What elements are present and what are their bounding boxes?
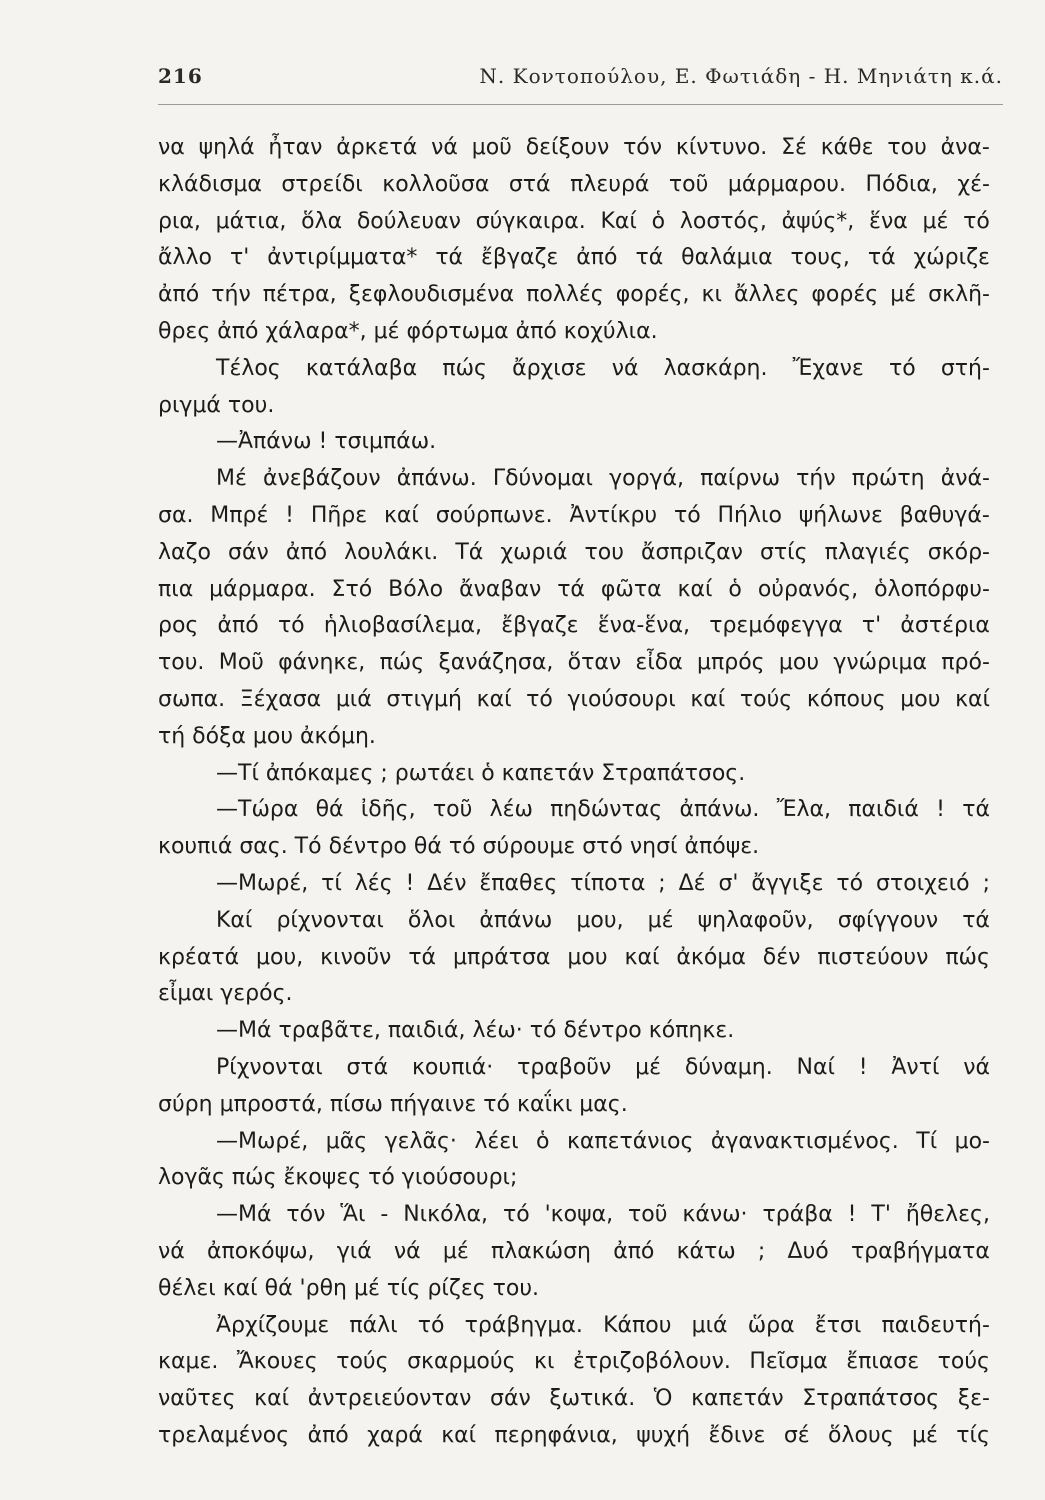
text-line: του. Μοῦ φάνηκε, πώς ξανάζησα, ὅταν εἶδα μπρός μου γνώριμα πρό- [158,650,990,676]
page-header [158,64,1003,98]
text-line: τρελαμένος ἀπό χαρά καί περηφάνια, ψυχή ἔδινε σέ ὅλους μέ τίς [158,1422,990,1448]
text-line: εἶμαι γερός. [158,981,293,1007]
text-line: Καί ρίχνονται ὅλοι ἀπάνω μου, μέ ψηλαφοῦν, σφίγγουν τά [216,907,990,933]
text-line: —Μά τραβᾶτε, παιδιά, λέω· τό δέντρο κόπηκε. [216,1018,735,1044]
text-line: κουπιά σας. Τό δέντρο θά τό σύρουμε στό νησί ἀπόψε. [158,834,760,860]
text-line: Μέ ἀνεβάζουν ἀπάνω. Γδύνομαι γοργά, παίρνω τήν πρώτη ἀνά- [216,466,990,492]
text-line: σα. Μπρέ ! Πῆρε καί σούρπωνε. Ἀντίκρυ τό Πήλιο ψήλωνε βαθυγά- [158,502,990,528]
text-line: λογᾶς πώς ἔκοψες τό γιούσουρι; [158,1165,518,1191]
text-line: ἀπό τήν πέτρα, ξεφλουδισμένα πολλές φορές, κι ἄλλες φορές μέ σκλῆ- [158,282,990,308]
body-text [158,130,990,1455]
text-line: Ἀρχίζουμε πάλι τό τράβηγμα. Κάπου μιά ὥρα ἔτσι παιδευτή- [216,1312,990,1338]
header-rule [158,104,1003,105]
text-line: κρέατά μου, κινοῦν τά μπράτσα μου καί ἀκόμα δέν πιστεύουν πώς [158,944,990,970]
text-line: λαζο σάν ἀπό λουλάκι. Τά χωριά του ἄσπριζαν στίς πλαγιές σκόρ- [158,539,990,565]
text-line: κλάδισμα στρείδι κολλοῦσα στά πλευρά τοῦ μάρμαρου. Πόδια, χέ- [158,171,990,197]
text-line: ἄλλο τ' ἀντιρίμματα* τά ἔβγαζε ἀπό τά θαλάμια τους, τά χώριζε [158,245,990,271]
text-line: ναῦτες καί ἀντρειεύονταν σάν ξωτικά. Ὁ καπετάν Στραπάτσος ξε- [158,1386,990,1412]
text-line: ριγμά του. [158,392,275,418]
text-line: να ψηλά ἦταν ἀρκετά νά μοῦ δείξουν τόν κίντυνο. Σέ κάθε του ἀνα- [158,135,990,160]
text-line: —Τί ἀπόκαμες ; ρωτάει ὁ καπετάν Στραπάτσος. [216,760,746,786]
text-line: θέλει καί θά 'ρθη μέ τίς ρίζες του. [158,1275,540,1301]
text-line: —Τώρα θά ἰδῆς, τοῦ λέω πηδώντας ἀπάνω. Ἔλα, παιδιά ! τά [216,797,990,823]
text-line: —Μωρέ, μᾶς γελᾶς· λέει ὁ καπετάνιος ἀγανακτισμένος. Τί μο- [216,1128,990,1154]
text-line: σωπα. Ξέχασα μιά στιγμή καί τό γιούσουρι καί τούς κόπους μου καί [158,686,990,712]
text-line: σύρη μπροστά, πίσω πήγαινε τό καΐκι μας. [158,1091,628,1117]
text-line: ρος ἀπό τό ἡλιοβασίλεμα, ἔβγαζε ἕνα-ἕνα, τρεμόφεγγα τ' ἀστέρια [158,613,990,639]
text-line: —Μωρέ, τί λές ! Δέν ἔπαθες τίποτα ; Δέ σ' ἄγγιξε τό στοιχειό ; [216,870,990,896]
text-line: —Ἀπάνω ! τσιμπάω. [216,429,437,455]
text-line: καμε. Ἄκουες τούς σκαρμούς κι ἐτριζοβόλουν. Πεῖσμα ἔπιασε τούς [158,1349,990,1375]
running-head: Ν. Κοντοπούλου, Ε. Φωτιάδη - Η. Μηνιάτη κ.ά. [479,64,1003,88]
text-line: πια μάρμαρα. Στό Βόλο ἄναβαν τά φῶτα καί ὁ οὐρανός, ὁλοπόρφυ- [158,576,990,602]
text-line: Ρίχνονται στά κουπιά· τραβοῦν μέ δύναμη. Ναί ! Ἀντί νά [216,1054,990,1080]
text-line: Τέλος κατάλαβα πώς ἄρχισε νά λασκάρη. Ἔχανε τό στή- [216,355,990,381]
text-line: νά ἀποκόψω, γιά νά μέ πλακώση ἀπό κάτω ; Δυό τραβήγματα [158,1238,990,1264]
page-number: 216 [158,64,203,88]
text-line: ρια, μάτια, ὅλα δούλευαν σύγκαιρα. Καί ὁ λοστός, ἀψύς*, ἕνα μέ τό [158,208,990,234]
text-line: θρες ἀπό χάλαρα*, μέ φόρτωμα ἀπό κοχύλια. [158,318,658,344]
text-line: τή δόξα μου ἀκόμη. [158,723,376,749]
text-line: —Μά τόν Ἅι - Νικόλα, τό 'κοψα, τοῦ κάνω· τράβα ! Τ' ἤθελες, [216,1202,990,1228]
